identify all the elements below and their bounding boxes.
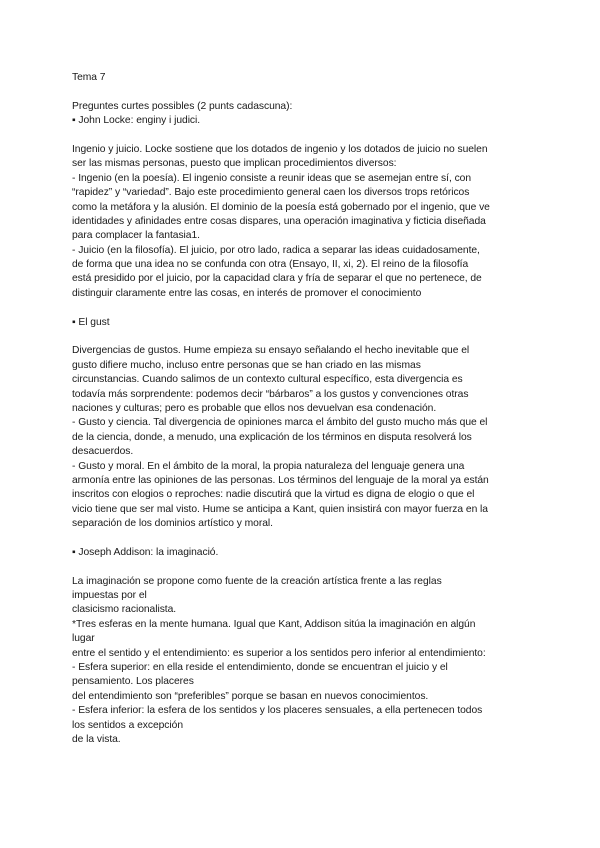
text-line: vicio tiene que ser mal visto. Hume se anticipa a Kant, quien insistirá con mayor fuerza en la	[72, 503, 488, 515]
text-line: de la ciencia, donde, a menudo, una explicación de los términos en disputa resolverá los	[72, 431, 472, 443]
locke-section	[72, 143, 532, 301]
text-line: *Tres esferas en la mente humana. Igual que Kant, Addison sitúa la imaginación en algún	[72, 618, 476, 630]
spacer	[72, 532, 532, 546]
gust-bullet-heading: ▪ El gust	[72, 316, 110, 328]
text-line: Divergencias de gustos. Hume empieza su ensayo señalando el hecho inevitable que el	[72, 345, 470, 357]
text-line: - Esfera inferior: la esfera de los sentidos y los placeres sensuales, a ella pertenecen todos	[72, 705, 483, 717]
spacer	[72, 560, 532, 574]
text-line: está presidido por el juicio, por la capacidad clara y fría de separar el que no pertenece, de	[72, 273, 482, 285]
text-line: - Ingenio (en la poesía). El ingenio consiste a reunir ideas que se asemejan entre sí, con	[72, 172, 472, 184]
text-line: clasicismo racionalista.	[72, 604, 177, 616]
document-page	[72, 71, 532, 747]
text-line: distinguir claramente entre las cosas, en interés de promover el conocimiento	[72, 287, 422, 299]
text-line: circunstancias. Cuando salimos de un contexto cultural específico, esta divergencia es	[72, 374, 463, 386]
gust-section	[72, 344, 532, 531]
spacer	[72, 129, 532, 143]
text-line: “rapidez” y “variedad”. Bajo este procedimiento general caen los diversos trops retóricos	[72, 187, 470, 199]
text-line: identidades y afinidades entre cosas dispares, una operación imaginativa y ficticia diseñada	[72, 215, 486, 227]
spacer	[72, 85, 532, 99]
text-line: armonía entre las opiniones de las personas. Los términos del lenguaje de la moral ya están	[72, 474, 489, 486]
text-line: separación de los dominios artístico y moral.	[72, 518, 273, 530]
text-line: del entendimiento son “preferibles” porque se basan en nuevos conocimientos.	[72, 690, 429, 702]
text-line: entre el sentido y el entendimiento: es superior a los sentidos pero inferior al entendimiento:	[72, 647, 486, 659]
intro-line: Preguntes curtes possibles (2 punts cadascuna):	[72, 100, 293, 112]
text-line: inscritos con elogios o reproches: nadie discutirá que la virtud es digna de elogio o que el	[72, 489, 475, 501]
text-line: - Esfera superior: en ella reside el entendimiento, donde se encuentran el juicio y el	[72, 662, 448, 674]
addison-section	[72, 575, 532, 748]
text-line: La imaginación se propone como fuente de la creación artística frente a las reglas	[72, 575, 442, 587]
text-line: Ingenio y juicio. Locke sostiene que los dotados de ingenio y los dotados de juicio no suelen	[72, 143, 488, 155]
text-line: - Juicio (en la filosofía). El juicio, por otro lado, radica a separar las ideas cuidadosamente,	[72, 244, 480, 256]
text-line: para complacer la fantasia1.	[72, 230, 200, 242]
text-line: naciones y culturas; pero es probable que ellos nos devuelvan esa condenación.	[72, 402, 437, 414]
text-line: lugar	[72, 633, 95, 645]
text-line: de la vista.	[72, 733, 121, 745]
text-line: pensamiento. Los placeres	[72, 676, 194, 688]
locke-bullet-heading: ▪ John Locke: enginy i judici.	[72, 115, 201, 127]
addison-bullet-heading: ▪ Joseph Addison: la imaginació.	[72, 546, 219, 558]
text-line: todavía más sorprendente: podemos decir “bárbaros” a los gustos y convenciones otras	[72, 388, 469, 400]
text-line: gusto difiere mucho, incluso entre personas que se han criado en las mismas	[72, 359, 421, 371]
document-title: Tema 7	[72, 72, 106, 83]
text-line: - Gusto y ciencia. Tal divergencia de opiniones marca el ámbito del gusto mucho más que el	[72, 417, 488, 429]
spacer	[72, 301, 532, 315]
text-line: ser las mismas personas, puesto que implican procedimientos diversos:	[72, 158, 397, 170]
text-line: desacuerdos.	[72, 446, 134, 458]
text-line: de forma que una idea no se confunda con otra (Ensayo, II, xi, 2). El reino de la filosofía	[72, 259, 469, 271]
text-line: como la metáfora y la alusión. El dominio de la poesía está gobernado por el ingenio, que ve	[72, 201, 490, 213]
text-line: - Gusto y moral. En el ámbito de la moral, la propia naturaleza del lenguaje genera una	[72, 460, 465, 472]
text-line: impuestas por el	[72, 590, 147, 602]
text-line: los sentidos a excepción	[72, 719, 183, 731]
spacer	[72, 330, 532, 344]
